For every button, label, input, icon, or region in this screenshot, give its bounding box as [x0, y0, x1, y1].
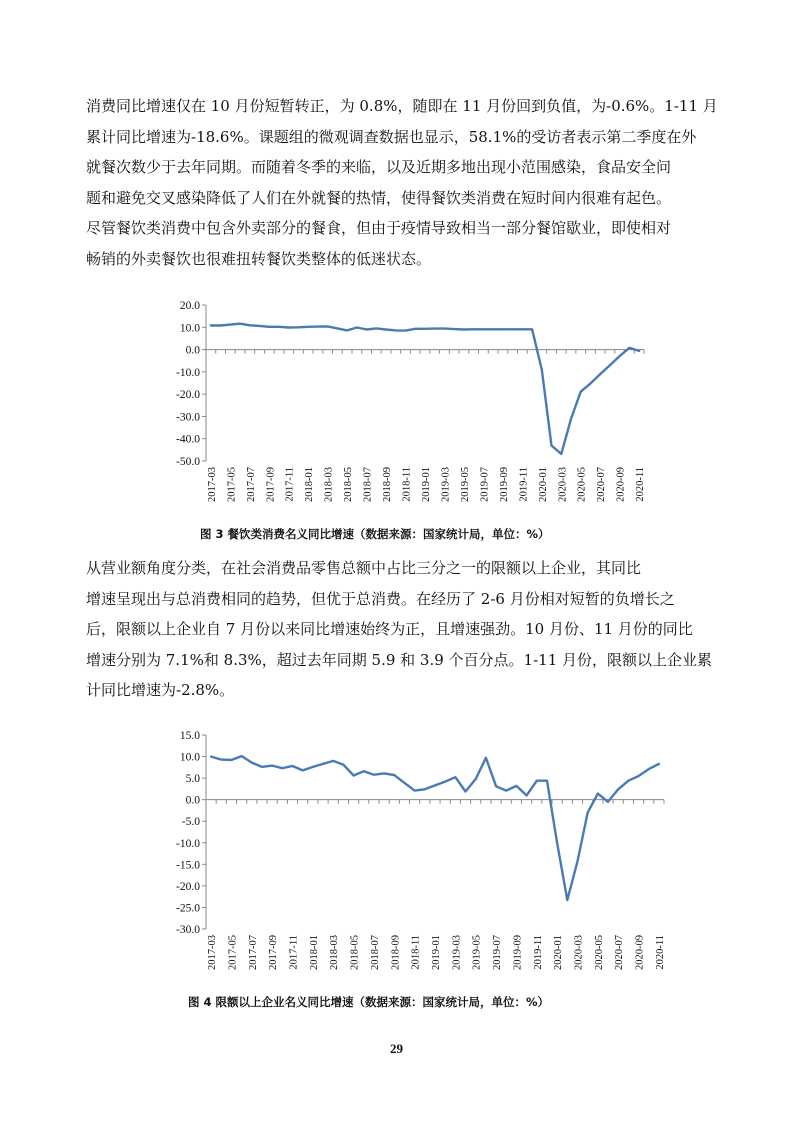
x-tick-label: 2017-07: [247, 935, 259, 970]
text-line: 累计同比增速为-18.6%。课题组的微观调查数据也显示，58.1%的受访者表示第二季度在外: [86, 127, 697, 146]
x-tick-label: 2017-11: [284, 467, 296, 502]
data-point: [580, 391, 582, 393]
text-line: 增速呈现出与总消费相同的趋势，但优于总消费。在经历了 2-6 月份相对短暂的负增长之: [86, 589, 675, 608]
data-point: [560, 453, 562, 455]
x-tick-label: 2019-09: [512, 935, 524, 970]
data-point: [261, 766, 263, 768]
data-point: [366, 329, 368, 331]
chart-catering-growth: [150, 295, 650, 517]
x-tick-label: 2020-01: [553, 935, 565, 970]
data-point: [454, 776, 456, 778]
data-point: [288, 327, 290, 329]
text-line: 消费同比增速仅在 10 月份短暂转正，为 0.8%，随即在 11 月份回到负值，为-0.6%。1-11 月: [86, 97, 718, 115]
x-tick-label: 2020-01: [537, 467, 549, 502]
x-tick-label: 2018-09: [382, 467, 394, 502]
data-point: [465, 791, 467, 793]
data-point: [231, 759, 233, 761]
text-line: 从营业额角度分类，在社会消费品零售总额中占比三分之一的限额以上企业，其同比: [86, 559, 642, 577]
data-point: [312, 766, 314, 768]
data-point: [629, 347, 631, 349]
data-point: [210, 756, 212, 758]
data-point: [587, 812, 589, 814]
x-tick-label: 2019-07: [492, 935, 504, 970]
x-tick-label: 2020-09: [615, 467, 627, 502]
chart-svg: [150, 727, 670, 989]
x-tick-label: 2020-03: [557, 467, 569, 502]
data-point: [619, 355, 621, 357]
data-point: [492, 328, 494, 330]
data-point: [424, 328, 426, 330]
data-point: [343, 764, 345, 766]
data-point: [531, 328, 533, 330]
data-point: [502, 328, 504, 330]
data-point: [220, 759, 222, 761]
data-point: [617, 788, 619, 790]
x-tick-label: 2020-07: [596, 467, 608, 502]
data-point: [483, 328, 485, 330]
data-point: [599, 373, 601, 375]
x-tick-label: 2018-09: [390, 935, 402, 970]
paragraph-1: [86, 91, 718, 274]
data-point: [210, 325, 212, 327]
data-point: [307, 326, 309, 328]
data-point: [638, 350, 640, 352]
x-tick-label: 2018-01: [308, 935, 320, 970]
data-point: [298, 326, 300, 328]
data-point: [463, 329, 465, 331]
x-tick-label: 2017-05: [227, 935, 239, 970]
x-tick-label: 2017-11: [288, 935, 300, 970]
data-point: [259, 325, 261, 327]
y-tick-label: -15.0: [176, 859, 200, 872]
x-tick-label: 2018-05: [349, 935, 361, 970]
data-point: [292, 765, 294, 767]
data-point: [317, 326, 319, 328]
data-point: [556, 842, 558, 844]
data-point: [363, 770, 365, 772]
data-point: [434, 328, 436, 330]
series-line: [211, 324, 639, 454]
data-point: [444, 328, 446, 330]
data-point: [546, 780, 548, 782]
data-point: [570, 418, 572, 420]
x-tick-label: 2017-09: [265, 467, 277, 502]
y-tick-label: -20.0: [176, 389, 200, 402]
data-point: [453, 328, 455, 330]
data-point: [444, 781, 446, 783]
data-point: [405, 330, 407, 332]
x-tick-label: 2018-07: [369, 935, 381, 970]
data-point: [322, 763, 324, 765]
x-tick-label: 2019-09: [498, 467, 510, 502]
x-tick-label: 2020-11: [654, 935, 666, 970]
data-point: [475, 778, 477, 780]
y-tick-label: 0.0: [185, 344, 200, 357]
x-tick-label: 2020-05: [593, 935, 605, 970]
data-point: [485, 757, 487, 759]
x-tick-label: 2020-11: [635, 466, 647, 502]
series-line: [211, 756, 659, 900]
x-tick-label: 2019-01: [421, 467, 432, 502]
y-tick-label: 0.0: [185, 794, 200, 807]
x-tick-label: 2017-09: [268, 935, 280, 970]
data-point: [337, 328, 339, 330]
text-line: 畅销的外卖餐饮也很难扭转餐饮类整体的低迷状态。: [86, 249, 432, 268]
data-point: [395, 330, 397, 332]
data-point: [424, 788, 426, 790]
x-tick-label: 2019-03: [451, 935, 463, 970]
data-point: [414, 790, 416, 792]
chart-svg: [150, 295, 650, 517]
x-tick-label: 2018-11: [401, 467, 413, 502]
y-tick-label: 20.0: [179, 300, 200, 312]
data-point: [383, 772, 385, 774]
x-tick-label: 2018-03: [323, 467, 335, 502]
data-point: [251, 762, 253, 764]
data-point: [590, 383, 592, 385]
data-point: [327, 325, 329, 327]
text-line: 尽管餐饮类消费中包含外卖部分的餐食，但由于疫情导致相当一部分餐馆歇业，即使相对: [86, 219, 672, 237]
paragraph-2: [86, 553, 713, 706]
chart-above-quota-growth: [150, 727, 670, 989]
data-point: [609, 364, 611, 366]
data-point: [536, 780, 538, 782]
data-point: [404, 782, 406, 784]
y-tick-label: -10.0: [176, 837, 200, 850]
data-point: [597, 793, 599, 795]
x-tick-label: 2019-07: [479, 467, 491, 502]
data-point: [638, 775, 640, 777]
data-point: [526, 794, 528, 796]
data-point: [434, 785, 436, 787]
y-tick-label: -40.0: [176, 433, 200, 446]
data-point: [241, 755, 243, 757]
y-tick-label: 5.0: [185, 773, 200, 786]
data-point: [512, 328, 514, 330]
data-point: [566, 899, 568, 901]
x-tick-label: 2020-03: [573, 935, 585, 970]
data-point: [249, 324, 251, 326]
data-point: [505, 790, 507, 792]
data-point: [385, 329, 387, 331]
x-tick-label: 2020-07: [614, 935, 626, 970]
x-tick-label: 2019-01: [431, 935, 442, 970]
data-point: [229, 324, 231, 326]
data-point: [281, 767, 283, 769]
x-tick-label: 2018-01: [304, 467, 316, 502]
data-point: [271, 765, 273, 767]
data-point: [353, 775, 355, 777]
data-point: [268, 326, 270, 328]
figure-caption-4: 图 4 限额以上企业名义同比增速（数据来源：国家统计局，单位：%）: [188, 995, 550, 1009]
y-tick-label: -50.0: [176, 456, 200, 468]
data-point: [220, 325, 222, 327]
data-point: [414, 328, 416, 330]
data-point: [393, 774, 395, 776]
text-line: 计同比增速为-2.8%。: [86, 681, 235, 699]
y-tick-label: -20.0: [176, 880, 200, 893]
y-tick-label: -30.0: [176, 924, 200, 936]
data-point: [302, 769, 304, 771]
data-point: [473, 328, 475, 330]
data-point: [607, 801, 609, 803]
x-tick-label: 2020-05: [576, 467, 588, 502]
y-tick-label: -25.0: [176, 902, 200, 915]
data-point: [658, 763, 660, 765]
x-tick-label: 2020-09: [634, 935, 646, 970]
x-tick-label: 2018-11: [410, 935, 422, 970]
data-point: [346, 330, 348, 332]
data-point: [521, 328, 523, 330]
data-point: [239, 323, 241, 325]
data-point: [648, 768, 650, 770]
y-tick-label: -10.0: [176, 366, 200, 379]
y-tick-label: -5.0: [181, 816, 200, 829]
x-tick-label: 2019-11: [518, 467, 530, 502]
page-number: 29: [390, 1041, 403, 1056]
x-tick-label: 2018-07: [362, 467, 374, 502]
y-tick-label: 15.0: [179, 730, 200, 742]
data-point: [495, 785, 497, 787]
x-tick-label: 2018-03: [329, 935, 341, 970]
text-line: 题和避免交叉感染降低了人们在外就餐的热情，使得餐饮类消费在短时间内很难有起色。: [86, 188, 672, 207]
data-point: [516, 785, 518, 787]
data-point: [577, 860, 579, 862]
data-point: [627, 780, 629, 782]
data-point: [332, 760, 334, 762]
x-tick-label: 2018-05: [343, 467, 355, 502]
data-point: [373, 774, 375, 776]
text-line: 后，限额以上企业自 7 月份以来同比增速始终为正，且增速强劲。10 月份、11 月份的同比: [86, 620, 693, 638]
x-tick-label: 2017-07: [245, 467, 257, 502]
data-point: [356, 327, 358, 329]
x-tick-label: 2019-11: [532, 935, 544, 970]
x-tick-label: 2017-03: [207, 935, 219, 970]
data-point: [278, 326, 280, 328]
y-tick-label: -30.0: [176, 411, 200, 424]
data-point: [375, 328, 377, 330]
data-point: [541, 369, 543, 371]
x-tick-label: 2019-03: [440, 467, 452, 502]
x-tick-label: 2019-05: [459, 467, 471, 502]
x-tick-label: 2017-03: [206, 467, 218, 502]
data-point: [551, 445, 553, 447]
text-line: 增速分别为 7.1%和 8.3%，超过去年同期 5.9 和 3.9 个百分点。1-11 月份，限额以上企业累: [86, 650, 713, 669]
y-tick-label: 10.0: [179, 751, 200, 764]
x-tick-label: 2019-05: [471, 935, 483, 970]
figure-caption-3: 图 3 餐饮类消费名义同比增速（数据来源：国家统计局，单位：%）: [200, 527, 550, 541]
y-tick-label: 10.0: [179, 322, 200, 335]
text-line: 就餐次数少于去年同期。而随着冬季的来临，以及近期多地出现小范围感染，食品安全问: [86, 158, 672, 176]
x-tick-label: 2017-05: [226, 467, 238, 502]
